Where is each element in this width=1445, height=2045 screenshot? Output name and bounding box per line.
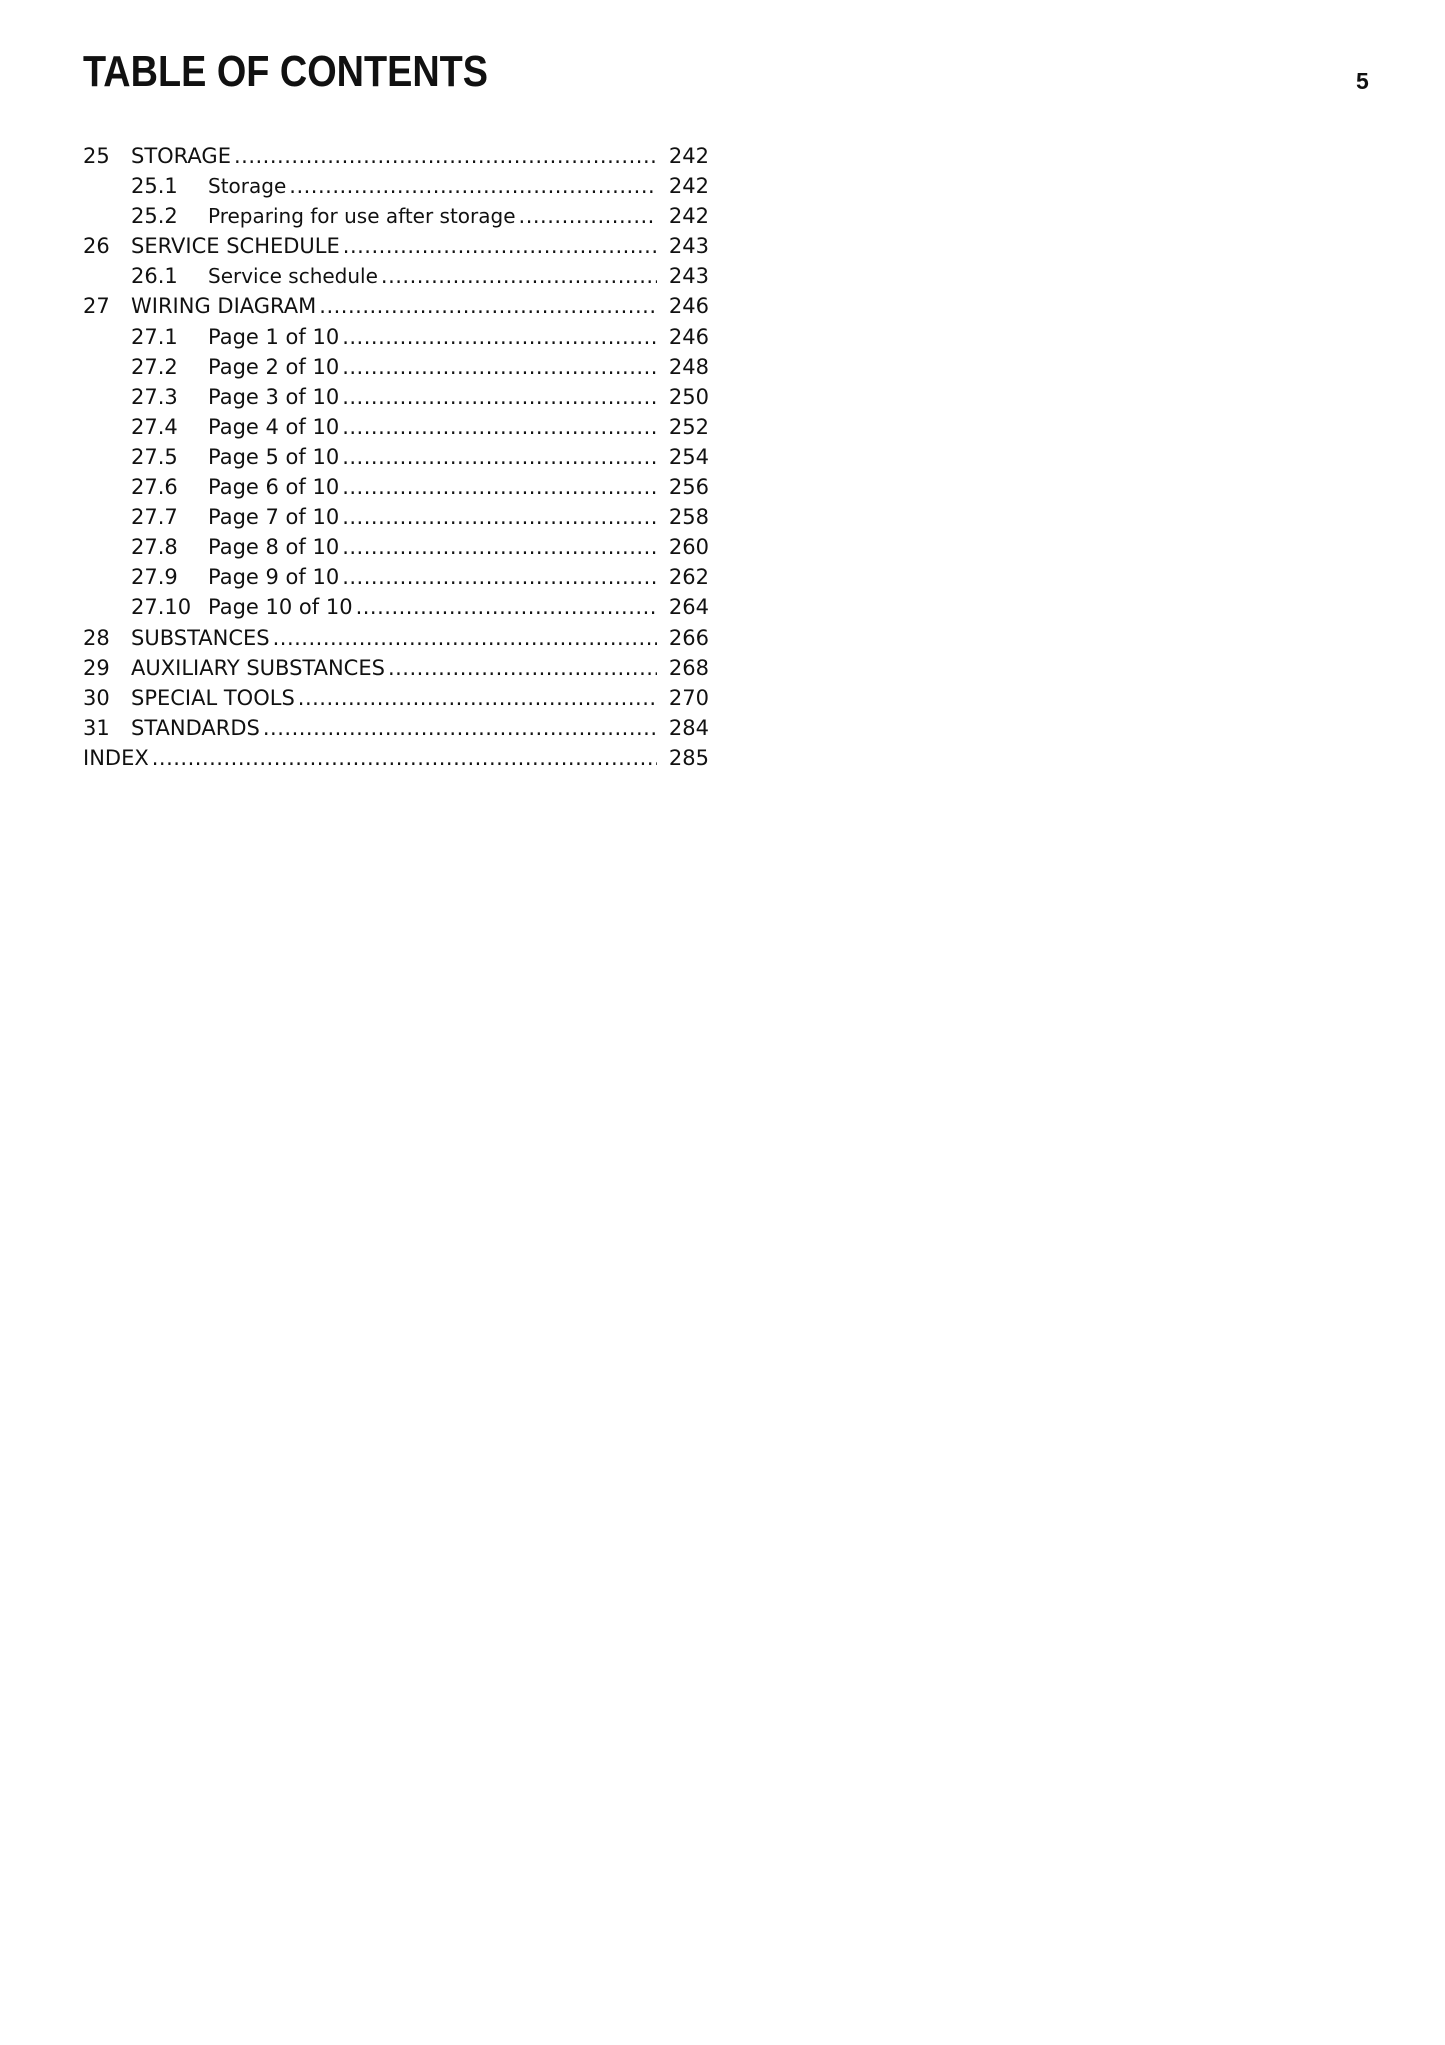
toc-entry[interactable]	[83, 412, 709, 442]
toc-entry-number: 27.5	[131, 444, 178, 469]
toc-entry-leader	[208, 261, 657, 291]
toc-entry[interactable]	[83, 623, 709, 653]
toc-entry[interactable]	[83, 201, 709, 231]
toc-entry-title: Preparing for use after storage	[208, 204, 516, 229]
toc-entry-leader	[208, 502, 657, 532]
toc-entry-leader	[208, 382, 657, 412]
toc-entry[interactable]	[83, 322, 709, 352]
toc-entry-page: 284	[668, 715, 709, 740]
toc-entry-page: 260	[668, 535, 709, 560]
toc-entry-page: 268	[668, 655, 709, 680]
toc-entry[interactable]	[83, 743, 709, 773]
toc-entry-title: SUBSTANCES	[131, 625, 270, 650]
toc-entry-title: Storage	[208, 174, 287, 199]
toc-entry-title: Page 6 of 10	[208, 475, 340, 500]
toc-entry-number: 30	[83, 685, 110, 710]
toc-entry-number: 27.4	[131, 414, 178, 439]
toc-entry-number: 29	[83, 655, 110, 680]
toc-entry-number: 25.2	[131, 204, 178, 229]
toc-entry-leader	[208, 171, 657, 201]
toc-entry-page: 243	[668, 234, 709, 259]
toc-entry-title: STANDARDS	[131, 715, 260, 740]
toc-entry-title: Page 5 of 10	[208, 444, 340, 469]
toc-entry-leader	[131, 713, 657, 743]
toc-entry[interactable]	[83, 683, 709, 713]
toc-entry[interactable]	[83, 532, 709, 562]
toc-entry[interactable]	[83, 442, 709, 472]
toc-entry-title: Page 2 of 10	[208, 354, 340, 379]
toc-entry-title: WIRING DIAGRAM	[131, 294, 317, 319]
toc-entry-leader	[208, 442, 657, 472]
toc-entry-page: 254	[668, 444, 709, 469]
toc-entry-number: 27.10	[131, 595, 192, 620]
toc-dot-leader	[234, 141, 657, 171]
toc-entry-leader	[131, 683, 657, 713]
toc-entry[interactable]	[83, 171, 709, 201]
toc-entry-leader	[131, 623, 657, 653]
toc-entry-page: 270	[668, 685, 709, 710]
toc-entry-title: Page 10 of 10	[208, 595, 353, 620]
toc-entry-number: 27.1	[131, 324, 178, 349]
toc-entry-title: SERVICE SCHEDULE	[131, 234, 340, 259]
toc-entry-number: 27.6	[131, 475, 178, 500]
toc-entry-page: 262	[668, 565, 709, 590]
toc-dot-leader	[343, 231, 657, 261]
toc-entry-title: INDEX	[83, 745, 149, 770]
toc-entry-number: 25	[83, 144, 110, 168]
toc-dot-leader	[356, 592, 657, 622]
toc-entry-page: 242	[668, 144, 709, 168]
toc-entry[interactable]	[83, 231, 709, 261]
toc-entry-number: 27	[83, 294, 110, 319]
toc-entry[interactable]	[83, 562, 709, 592]
toc-entry-title: STORAGE	[131, 144, 231, 168]
toc-dot-leader	[342, 532, 657, 562]
toc-entry-title: AUXILIARY SUBSTANCES	[131, 655, 385, 680]
toc-entry-leader	[83, 743, 657, 773]
toc-entry-leader	[131, 141, 657, 171]
toc-entry[interactable]	[83, 713, 709, 743]
table-of-contents	[83, 141, 709, 773]
toc-entry-page: 248	[668, 354, 709, 379]
toc-entry-number: 27.7	[131, 505, 178, 530]
toc-entry[interactable]	[83, 653, 709, 683]
toc-dot-leader	[273, 623, 657, 653]
toc-entry-number: 28	[83, 625, 110, 650]
toc-entry-title: Page 9 of 10	[208, 565, 340, 590]
toc-entry-number: 27.9	[131, 565, 178, 590]
toc-entry-leader	[131, 653, 657, 683]
toc-entry-leader	[208, 592, 657, 622]
toc-entry-page: 285	[668, 745, 709, 770]
toc-entry-number: 26.1	[131, 264, 178, 289]
page-number: 5	[1356, 68, 1369, 94]
toc-entry-leader	[208, 352, 657, 382]
toc-entry-page: 252	[668, 414, 709, 439]
toc-dot-leader	[342, 442, 657, 472]
toc-entry-title: Page 7 of 10	[208, 505, 340, 530]
toc-dot-leader	[263, 713, 657, 743]
toc-dot-leader	[298, 683, 657, 713]
toc-entry-leader	[208, 472, 657, 502]
toc-entry-page: 243	[668, 264, 709, 289]
toc-dot-leader	[319, 291, 657, 321]
toc-entry-number: 27.2	[131, 354, 178, 379]
toc-entry-page: 258	[668, 505, 709, 530]
toc-entry-page: 250	[668, 384, 709, 409]
page-title: TABLE OF CONTENTS	[83, 47, 489, 96]
toc-dot-leader	[342, 322, 657, 352]
toc-entry[interactable]	[83, 141, 709, 171]
toc-dot-leader	[388, 653, 657, 683]
toc-entry-page: 246	[668, 324, 709, 349]
toc-entry[interactable]	[83, 472, 709, 502]
toc-entry-number: 31	[83, 715, 110, 740]
toc-dot-leader	[342, 382, 657, 412]
toc-entry[interactable]	[83, 382, 709, 412]
toc-entry-leader	[208, 201, 657, 231]
toc-entry[interactable]	[83, 352, 709, 382]
toc-entry-page: 264	[668, 595, 709, 620]
toc-entry-title: Page 8 of 10	[208, 535, 340, 560]
toc-entry-number: 25.1	[131, 174, 178, 199]
toc-entry-leader	[208, 562, 657, 592]
toc-entry-number: 27.3	[131, 384, 178, 409]
toc-entry-title: Page 4 of 10	[208, 414, 340, 439]
toc-entry-leader	[131, 291, 657, 321]
toc-entry[interactable]	[83, 291, 709, 321]
toc-dot-leader	[342, 562, 657, 592]
toc-entry-page: 242	[668, 174, 709, 199]
toc-dot-leader	[342, 472, 657, 502]
toc-dot-leader	[342, 352, 657, 382]
toc-dot-leader	[381, 261, 657, 291]
toc-entry-title: Service schedule	[208, 264, 378, 289]
toc-entry-page: 246	[668, 294, 709, 319]
toc-entry-leader	[208, 322, 657, 352]
toc-entry-leader	[208, 412, 657, 442]
toc-entry-number: 26	[83, 234, 110, 259]
toc-dot-leader	[289, 171, 657, 201]
toc-entry-page: 266	[668, 625, 709, 650]
toc-entry-title: Page 1 of 10	[208, 324, 340, 349]
toc-entry-leader	[208, 532, 657, 562]
toc-entry[interactable]	[83, 261, 709, 291]
toc-entry-leader	[131, 231, 657, 261]
toc-entry[interactable]	[83, 502, 709, 532]
toc-dot-leader	[342, 502, 657, 532]
toc-dot-leader	[519, 201, 657, 231]
toc-dot-leader	[342, 412, 657, 442]
toc-entry-title: SPECIAL TOOLS	[131, 685, 295, 710]
toc-entry-title: Page 3 of 10	[208, 384, 340, 409]
toc-entry-page: 256	[668, 475, 709, 500]
toc-entry-number: 27.8	[131, 535, 178, 560]
toc-entry[interactable]	[83, 592, 709, 622]
toc-entry-page: 242	[668, 204, 709, 229]
toc-dot-leader	[152, 743, 657, 773]
